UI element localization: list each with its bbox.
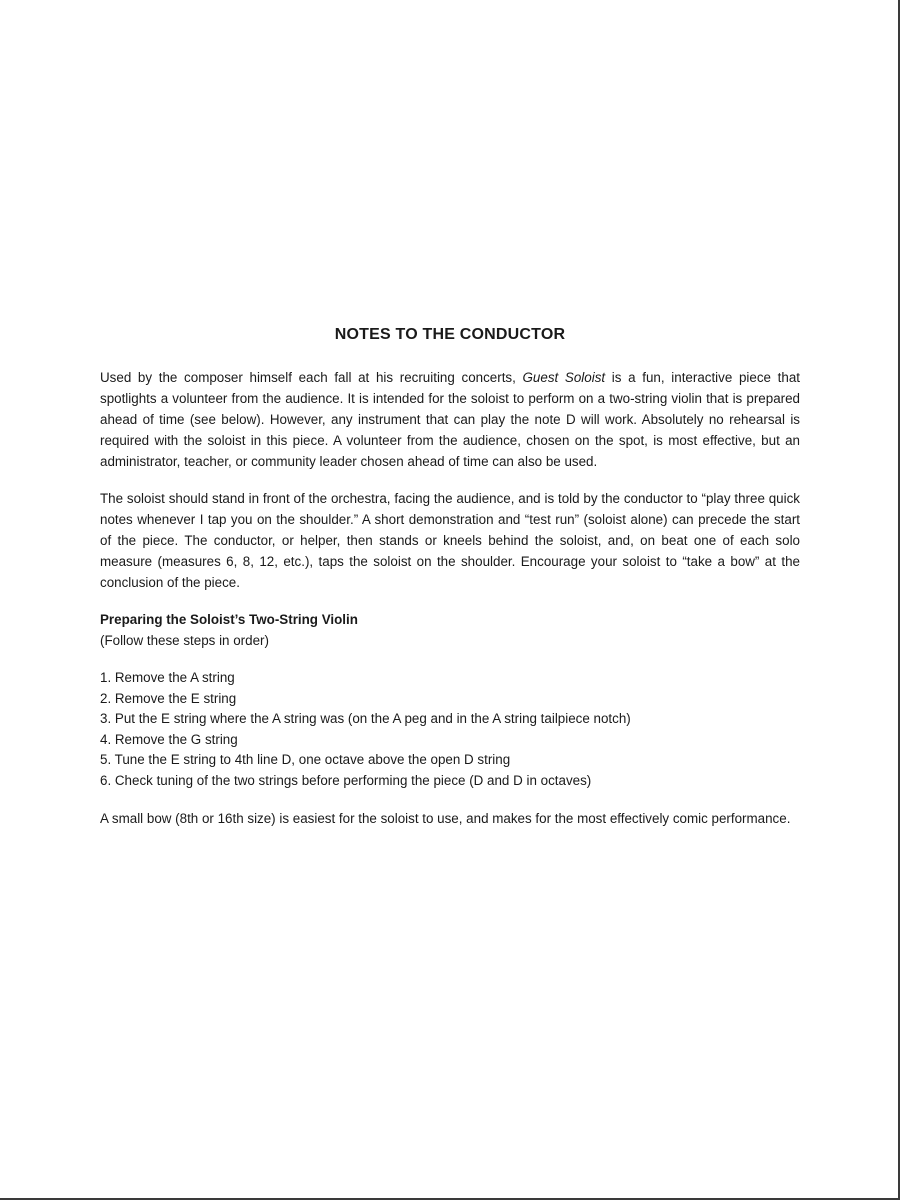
intro-text-end: is a fun, interactive piece that spotlights a volunteer from the audience. It is intended for the soloist to perform on a two-string violin that is prepared ahead of time (see below). However, any instrument that can play the note D will work. Absolutely no rehearsal is required with the soloist in this piece. A volunteer from the audience, chosen on the spot, is most effective, but an administrator, teacher, or community leader chosen ahead of time can also be used.	[100, 370, 800, 469]
closing-paragraph: A small bow (8th or 16th size) is easiest for the soloist to use, and makes for the most effectively comic performance.	[100, 810, 791, 826]
list-item: 6. Check tuning of the two strings before performing the piece (D and D in octaves)	[100, 772, 592, 788]
list-item: 5. Tune the E string to 4th line D, one octave above the open D string	[100, 752, 511, 768]
section-heading: Preparing the Soloist’s Two-String Violin	[100, 612, 358, 627]
list-item: 2. Remove the E string	[100, 690, 237, 706]
list-item: 4. Remove the G string	[100, 731, 238, 747]
list-item: 1. Remove the A string	[100, 670, 235, 685]
piece-title: Guest Soloist	[522, 370, 606, 385]
steps-list	[100, 668, 800, 792]
instructions-paragraph: The soloist should stand in front of the orchestra, facing the audience, and is told by the conductor to “play three quick notes whenever I tap you on the shoulder.” A short demonstration and “test run” (soloist alone) can precede the start of the piece. The conductor, or helper, then stands or kneels behind the soloist, and, on beat one of each solo measure (measures 6, 8, 12, etc.), taps the soloist on the shoulder. Encourage your soloist to “take a bow” at the conclusion of the piece.	[100, 491, 800, 590]
document-body	[100, 325, 800, 829]
page-title: NOTES TO THE CONDUCTOR	[334, 326, 566, 343]
list-item: 3. Put the E string where the A string was (on the A peg and in the A string tailpiece notch)	[100, 711, 631, 727]
intro-text-start: Used by the composer himself each fall at his recruiting concerts,	[100, 370, 523, 385]
section-subheading: (Follow these steps in order)	[100, 633, 269, 648]
intro-paragraph	[100, 367, 800, 472]
